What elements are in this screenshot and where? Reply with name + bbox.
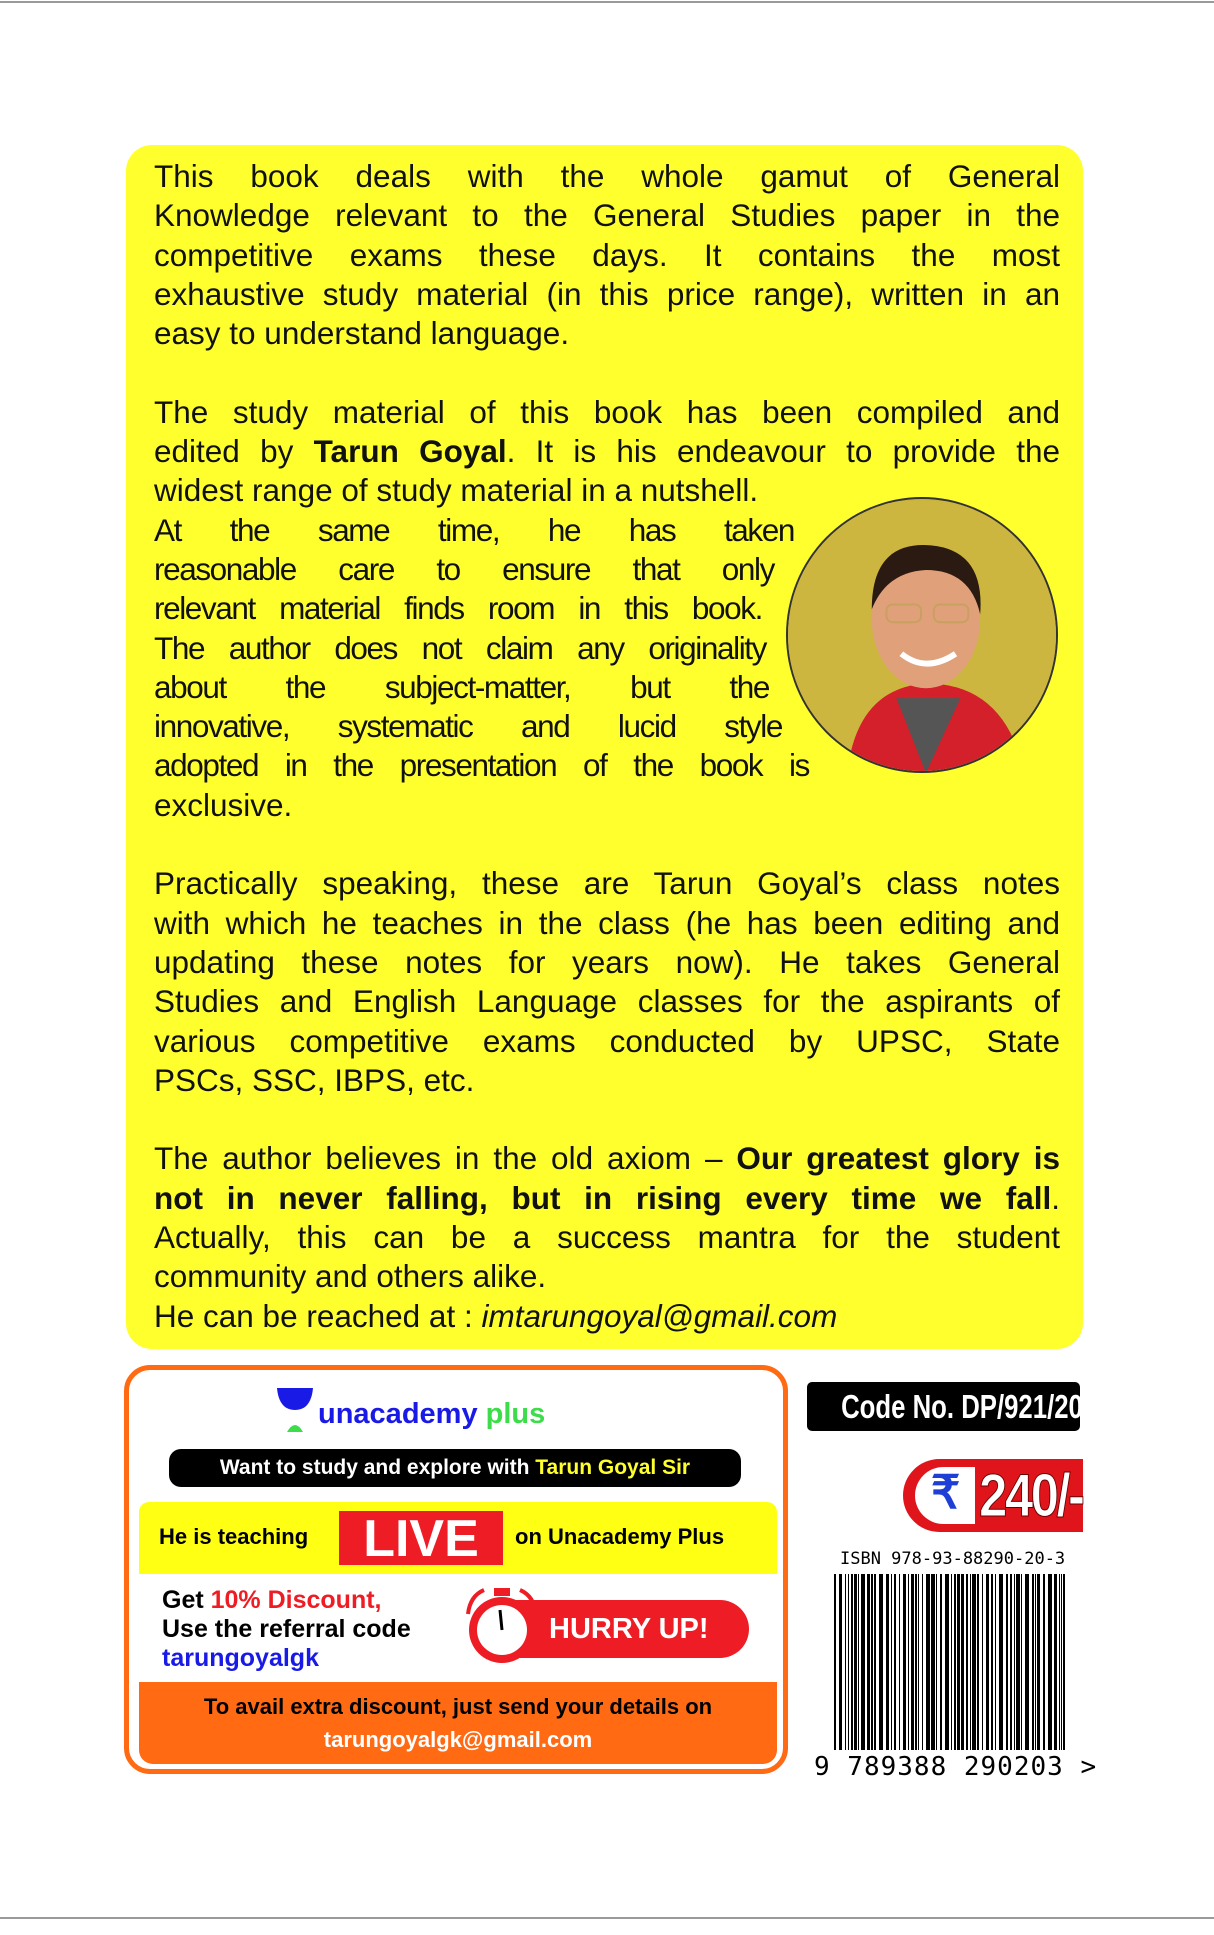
description-line: Knowledge relevant to the General Studies paper in the (154, 197, 1060, 234)
barcode-bar (834, 1574, 836, 1750)
extra-discount-footer: To avail extra discount, just send your details on tarungoyalgk@gmail.com (139, 1682, 777, 1764)
description-line: innovative, systematic and lucid style (154, 708, 782, 745)
description-segment: edited by (154, 433, 314, 470)
barcode-bar (915, 1574, 917, 1750)
unacademy-plus-logo: unacademy plus (318, 1398, 546, 1430)
barcode-bar (899, 1574, 900, 1750)
live-badge: LIVE (339, 1511, 503, 1565)
barcode-bar (903, 1574, 906, 1750)
barcode-bar (1021, 1574, 1022, 1750)
barcode-bar (1025, 1574, 1029, 1750)
description-line: The study material of this book has been compiled and (154, 393, 1060, 430)
barcode-bar (961, 1574, 964, 1750)
description-line: The author does not claim any originality (154, 629, 766, 666)
description-line (154, 825, 1060, 864)
bottom-divider (0, 1917, 1214, 1919)
barcode-bar (845, 1574, 846, 1750)
barcode-bar (951, 1574, 952, 1750)
description-segment: The author believes in the old axiom – (154, 1140, 737, 1177)
barcode-bar (839, 1574, 842, 1750)
barcode-bar (940, 1574, 942, 1750)
description-segment: . It is his endeavour to provide the (506, 433, 1060, 470)
description-line: about the subject-matter, but the (154, 668, 769, 705)
rupee-icon: ₹ (931, 1466, 961, 1518)
barcode-bar (1063, 1574, 1065, 1750)
description-line: widest range of study material in a nutshell. (154, 472, 759, 509)
description-line: updating these notes for years now). He takes General (154, 943, 1060, 980)
description-line (154, 1139, 1060, 1178)
barcode-bar (858, 1574, 859, 1750)
barcode-bar (1032, 1574, 1034, 1750)
barcode (834, 1574, 1070, 1750)
description-line: adopted in the presentation of the book is (154, 747, 809, 784)
description-segment: not in never falling, but in rising every time we fall (154, 1179, 1052, 1216)
description-line: various competitive exams conducted by UPSC, State (154, 1022, 1060, 1059)
promo-box (124, 1365, 788, 1774)
alarm-clock-icon (464, 1584, 544, 1668)
description-line: with which he teaches in the class (he has been editing and (154, 904, 1060, 941)
barcode-bar (966, 1574, 968, 1750)
barcode-bar (954, 1574, 956, 1750)
barcode-bar (1048, 1574, 1052, 1750)
barcode-bar (891, 1574, 892, 1750)
description-line (154, 1297, 1060, 1336)
barcode-bar (999, 1574, 1003, 1750)
barcode-bar (851, 1574, 853, 1750)
barcode-bar (972, 1574, 976, 1750)
barcode-bar (931, 1574, 935, 1750)
description-line (154, 432, 1060, 471)
barcode-bar (970, 1574, 971, 1750)
description-line: This book deals with the whole gamut of General (154, 158, 1060, 194)
barcode-bar (871, 1574, 873, 1750)
barcode-bar (861, 1574, 865, 1750)
author-email: imtarungoyal@gmail.com (481, 1297, 838, 1334)
barcode-bar (977, 1574, 979, 1750)
barcode-bar (1016, 1574, 1020, 1750)
description-line: PSCs, SSC, IBPS, etc. (154, 1061, 475, 1098)
barcode-bar (936, 1574, 937, 1750)
barcode-bar (1061, 1574, 1062, 1750)
barcode-bar (957, 1574, 960, 1750)
contact-email: tarungoyalgk@gmail.com (323, 1727, 593, 1752)
barcode-bar (1014, 1574, 1015, 1750)
barcode-bar (918, 1574, 919, 1750)
barcode-bar (945, 1574, 949, 1750)
barcode-bar (911, 1574, 914, 1750)
description-line (154, 1100, 1060, 1139)
barcode-digits: 9 789388 290203 > (814, 1752, 1098, 1782)
description-segment: He can be reached at : (154, 1297, 482, 1334)
description-line: relevant material finds room in this book. (154, 590, 762, 627)
barcode-bar (854, 1574, 857, 1750)
barcode-bar (908, 1574, 909, 1750)
live-banner (139, 1502, 777, 1574)
barcode-bar (982, 1574, 983, 1750)
barcode-bar (986, 1574, 989, 1750)
unacademy-logo-icon (275, 1384, 315, 1434)
top-divider (0, 1, 1214, 3)
code-number-text: Code No. DP/921/20 (841, 1388, 1083, 1425)
barcode-bar (995, 1574, 996, 1750)
barcode-bar (1037, 1574, 1040, 1750)
description-line: At the same time, he has taken (154, 511, 794, 548)
description-line (154, 1179, 1060, 1218)
hurry-up-text: HURRY UP! (549, 1613, 709, 1645)
description-line: reasonable care to ensure that only (154, 550, 774, 587)
description-line: exclusive. (154, 786, 293, 823)
barcode-bar (1043, 1574, 1045, 1750)
barcode-bar (874, 1574, 876, 1750)
barcode-bar (1059, 1574, 1060, 1750)
author-photo (786, 497, 1058, 773)
description-line: Studies and English Language classes for the aspirants of (154, 983, 1060, 1020)
barcode-bar (926, 1574, 930, 1750)
study-banner: Want to study and explore with Tarun Goyal Sir (169, 1449, 741, 1487)
description-line: competitive exams these days. It contains the most (154, 236, 1060, 273)
barcode-bar (1054, 1574, 1057, 1750)
price-value: 240/- (979, 1462, 1083, 1529)
barcode-bar (1010, 1574, 1012, 1750)
barcode-bar (879, 1574, 883, 1750)
description-line: community and others alike. (154, 1258, 547, 1295)
description-segment: Our greatest glory is (736, 1140, 1060, 1177)
isbn-text: ISBN 978-93-88290-20-3 (840, 1549, 1066, 1569)
barcode-bar (991, 1574, 993, 1750)
barcode-bar (1035, 1574, 1036, 1750)
barcode-bar (867, 1574, 870, 1750)
description-line: Actually, this can be a success mantra for the student (154, 1219, 1060, 1256)
description-line: Practically speaking, these are Tarun Goyal’s class notes (154, 865, 1060, 902)
teaching-text: He is teaching (159, 1524, 309, 1549)
barcode-bar (886, 1574, 889, 1750)
description-line: exhaustive study material (in this price range), written in an (154, 275, 1060, 312)
barcode-bar (894, 1574, 896, 1750)
code-number (807, 1382, 1083, 1431)
description-segment: . (1051, 1179, 1060, 1216)
barcode-bar (1006, 1574, 1008, 1750)
barcode-bar (922, 1574, 923, 1750)
price-badge (903, 1459, 1083, 1532)
discount-text: Get 10% Discount, Use the referral code tarungoyalgk (162, 1586, 411, 1672)
description-line: easy to understand language. (154, 315, 570, 352)
description-segment: Tarun Goyal (313, 433, 507, 470)
platform-text: on Unacademy Plus (515, 1524, 725, 1549)
barcode-bar (848, 1574, 849, 1750)
description-line (154, 353, 1060, 392)
